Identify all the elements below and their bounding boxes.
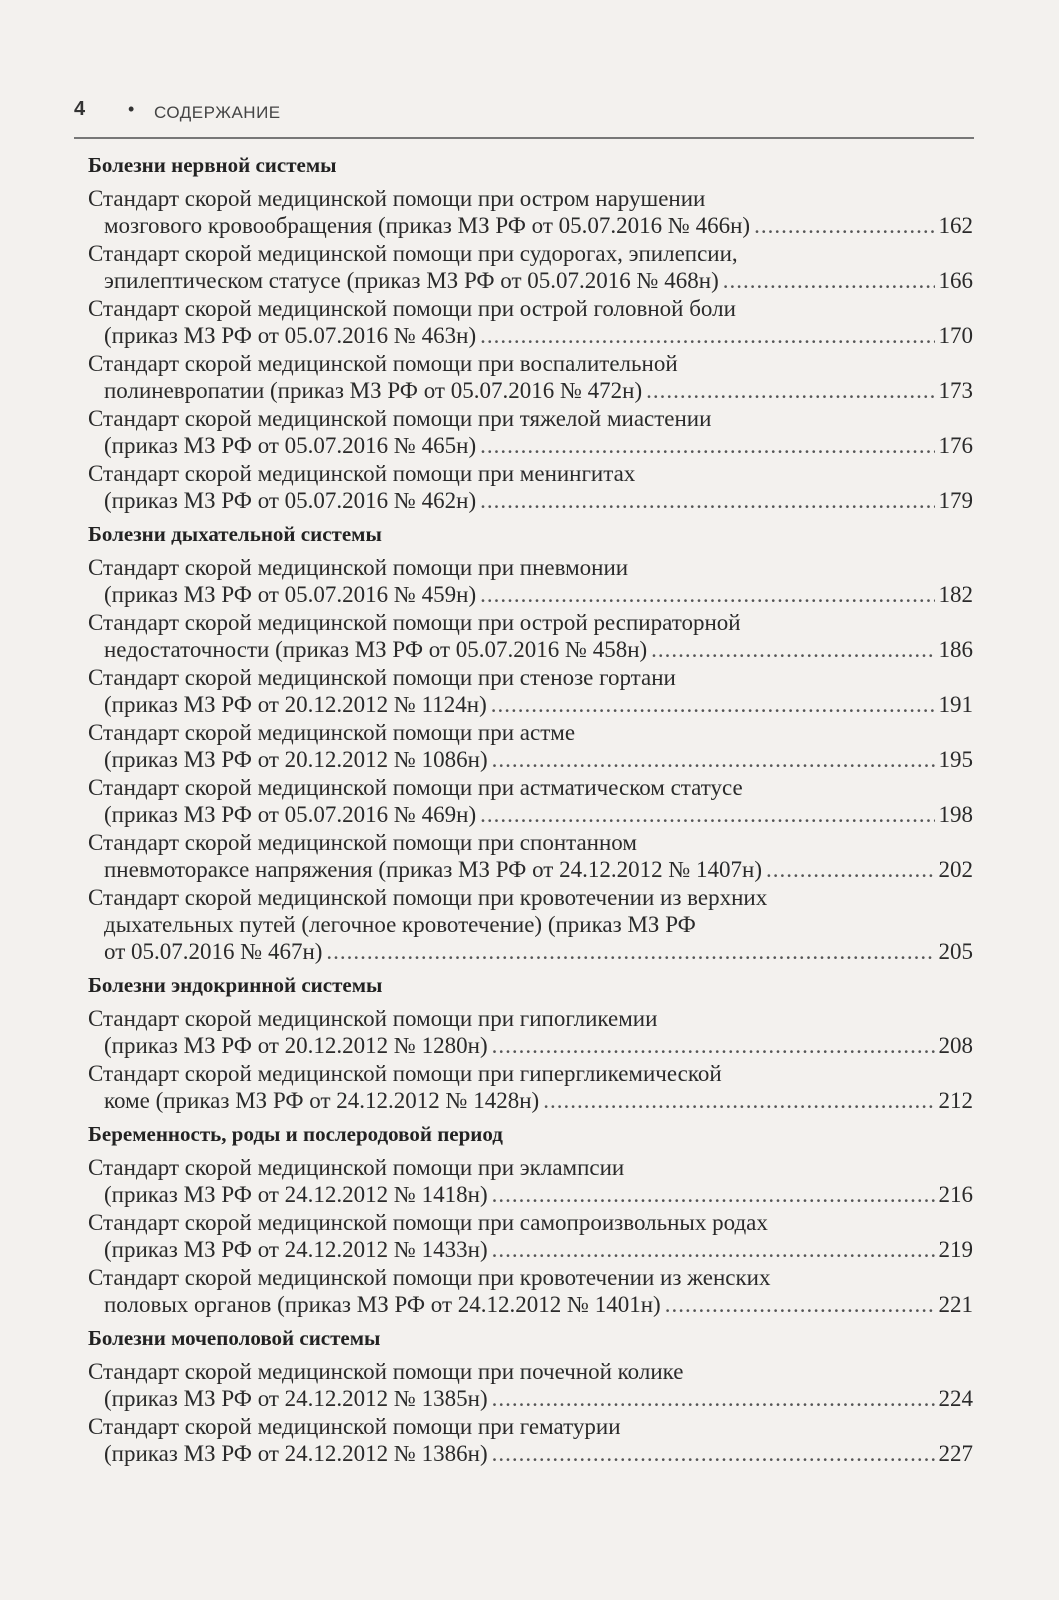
toc-entry-line: (приказ МЗ РФ от 20.12.2012 № 1124н) bbox=[104, 692, 487, 717]
header-bullet: • bbox=[128, 99, 135, 119]
toc-page-number: 179 bbox=[938, 488, 973, 513]
toc-page-number: 182 bbox=[938, 582, 973, 607]
toc-entry[interactable] bbox=[88, 1413, 973, 1467]
toc-entry-line: от 05.07.2016 № 467н) bbox=[104, 939, 323, 964]
toc-page-number: 170 bbox=[938, 323, 973, 348]
toc-entry-line: Стандарт скорой медицинской помощи при острой головной боли bbox=[88, 296, 736, 321]
dot-leader bbox=[492, 1032, 935, 1059]
toc-entry-last-line bbox=[88, 691, 973, 718]
toc-entry-last-line bbox=[88, 746, 973, 773]
toc-entry-line: (приказ МЗ РФ от 24.12.2012 № 1418н) bbox=[104, 1182, 488, 1207]
dot-leader bbox=[491, 691, 935, 718]
toc-entry-line: дыхательных путей (легочное кровотечение) (приказ МЗ РФ bbox=[104, 912, 696, 937]
toc-entry-line: Стандарт скорой медицинской помощи при почечной колике bbox=[88, 1359, 684, 1384]
toc-entry[interactable] bbox=[88, 554, 973, 608]
dot-leader bbox=[646, 377, 934, 404]
toc-entry-line: полиневропатии (приказ МЗ РФ от 05.07.2016 № 472н) bbox=[104, 378, 643, 403]
dot-leader bbox=[651, 636, 934, 663]
toc-page-number: 202 bbox=[938, 857, 973, 882]
toc-section-heading: Беременность, роды и послеродовой период bbox=[88, 1122, 503, 1146]
toc-section-heading: Болезни эндокринной системы bbox=[88, 973, 383, 997]
dot-leader bbox=[492, 1181, 935, 1208]
toc-page-number: 205 bbox=[938, 939, 973, 964]
toc-entry-last-line bbox=[88, 1181, 973, 1208]
toc-entry-last-line bbox=[88, 377, 973, 404]
toc-entry-last-line bbox=[88, 1440, 973, 1467]
toc-page-number: 191 bbox=[938, 692, 973, 717]
toc-entry-line: Стандарт скорой медицинской помощи при воспалительной bbox=[88, 351, 678, 376]
page-number: 4 bbox=[74, 98, 86, 120]
toc-page-number: 219 bbox=[938, 1237, 973, 1262]
toc-entry-line: пневмотораксе напряжения (приказ МЗ РФ от 24.12.2012 № 1407н) bbox=[104, 857, 762, 882]
toc-entry-line: (приказ МЗ РФ от 20.12.2012 № 1280н) bbox=[104, 1033, 488, 1058]
dot-leader bbox=[723, 267, 935, 294]
toc-page-number: 186 bbox=[938, 637, 973, 662]
toc-section-heading: Болезни нервной системы bbox=[88, 153, 337, 177]
toc-entry-line: Стандарт скорой медицинской помощи при судорогах, эпилепсии, bbox=[88, 241, 738, 266]
toc-entry-line: Стандарт скорой медицинской помощи при острой респираторной bbox=[88, 610, 741, 635]
toc-entry-line: Стандарт скорой медицинской помощи при пневмонии bbox=[88, 555, 629, 580]
toc-entry[interactable] bbox=[88, 774, 973, 828]
toc-entry[interactable] bbox=[88, 405, 973, 459]
toc-entry-last-line bbox=[88, 212, 973, 239]
toc-entry[interactable] bbox=[88, 609, 973, 663]
toc-page-number: 162 bbox=[938, 213, 973, 238]
toc-entry-line: мозгового кровообращения (приказ МЗ РФ от 05.07.2016 № 466н) bbox=[104, 213, 751, 238]
toc-section-heading: Болезни дыхательной системы bbox=[88, 522, 382, 546]
toc-page-number: 224 bbox=[938, 1386, 973, 1411]
toc-entry-line: Стандарт скорой медицинской помощи при кровотечении из верхних bbox=[88, 885, 768, 910]
toc-entry-line: Стандарт скорой медицинской помощи при астме bbox=[88, 720, 576, 745]
toc-entry-last-line bbox=[88, 1236, 973, 1263]
toc-entry-line: Стандарт скорой медицинской помощи при эклампсии bbox=[88, 1155, 625, 1180]
toc-entry[interactable] bbox=[88, 664, 973, 718]
toc-entry[interactable] bbox=[88, 1209, 973, 1263]
toc-entry-last-line bbox=[88, 487, 973, 514]
toc-entry-last-line bbox=[88, 801, 973, 828]
toc-entry[interactable] bbox=[88, 1358, 973, 1412]
toc-entry[interactable] bbox=[88, 1060, 973, 1114]
toc-entry-line: (приказ МЗ РФ от 05.07.2016 № 469н) bbox=[104, 802, 477, 827]
toc-entry-line: (приказ МЗ РФ от 20.12.2012 № 1086н) bbox=[104, 747, 488, 772]
dot-leader bbox=[326, 938, 934, 965]
dot-leader bbox=[492, 746, 935, 773]
toc-entry-line: недостаточности (приказ МЗ РФ от 05.07.2016 № 458н) bbox=[104, 637, 648, 662]
toc-entry-line: Стандарт скорой медицинской помощи при тяжелой миастении bbox=[88, 406, 712, 431]
toc-entry[interactable] bbox=[88, 829, 973, 883]
toc-entry-line: Стандарт скорой медицинской помощи при менингитах bbox=[88, 461, 636, 486]
toc-page-number: 195 bbox=[938, 747, 973, 772]
toc-entry[interactable] bbox=[88, 719, 973, 773]
toc-page-number: 221 bbox=[938, 1292, 973, 1317]
dot-leader bbox=[492, 1385, 935, 1412]
toc-entry-line: Стандарт скорой медицинской помощи при кровотечении из женских bbox=[88, 1265, 771, 1290]
toc-entry[interactable] bbox=[88, 295, 973, 349]
dot-leader bbox=[480, 581, 934, 608]
dot-leader bbox=[480, 322, 934, 349]
toc-entry[interactable] bbox=[88, 1264, 973, 1318]
dot-leader bbox=[766, 856, 935, 883]
toc-entry[interactable] bbox=[88, 185, 973, 239]
toc-entry-line: Стандарт скорой медицинской помощи при гематурии bbox=[88, 1414, 621, 1439]
toc-page-number: 216 bbox=[938, 1182, 973, 1207]
toc-page-number: 212 bbox=[938, 1088, 973, 1113]
toc-entry-line: эпилептическом статусе (приказ МЗ РФ от 05.07.2016 № 468н) bbox=[104, 268, 719, 293]
toc-entry-line: (приказ МЗ РФ от 24.12.2012 № 1433н) bbox=[104, 1237, 488, 1262]
toc-page-number: 208 bbox=[938, 1033, 973, 1058]
table-of-contents bbox=[88, 152, 973, 1468]
toc-entry-last-line bbox=[88, 856, 973, 883]
toc-entry[interactable] bbox=[88, 460, 973, 514]
toc-page-number: 173 bbox=[938, 378, 973, 403]
header-rule bbox=[74, 137, 974, 139]
dot-leader bbox=[480, 487, 934, 514]
toc-entry-line: Стандарт скорой медицинской помощи при стенозе гортани bbox=[88, 665, 676, 690]
toc-entry[interactable] bbox=[88, 1154, 973, 1208]
toc-entry-last-line bbox=[88, 322, 973, 349]
toc-section-heading: Болезни мочеполовой системы bbox=[88, 1326, 381, 1350]
toc-entry-line: Стандарт скорой медицинской помощи при гипогликемии bbox=[88, 1006, 658, 1031]
toc-entry-line: Стандарт скорой медицинской помощи при самопроизвольных родах bbox=[88, 1210, 768, 1235]
dot-leader bbox=[492, 1236, 935, 1263]
toc-entry-line: (приказ МЗ РФ от 05.07.2016 № 465н) bbox=[104, 433, 477, 458]
toc-entry[interactable] bbox=[88, 1005, 973, 1059]
toc-entry-line: Стандарт скорой медицинской помощи при астматическом статусе bbox=[88, 775, 743, 800]
toc-entry[interactable] bbox=[88, 240, 973, 294]
toc-entry-last-line bbox=[88, 432, 973, 459]
running-head-title: СОДЕРЖАНИЕ bbox=[154, 103, 281, 122]
page-header bbox=[74, 98, 974, 132]
toc-entry-line: коме (приказ МЗ РФ от 24.12.2012 № 1428н) bbox=[104, 1088, 540, 1113]
toc-entry[interactable] bbox=[88, 884, 973, 965]
toc-entry-line: (приказ МЗ РФ от 05.07.2016 № 463н) bbox=[104, 323, 477, 348]
toc-entry-line: (приказ МЗ РФ от 24.12.2012 № 1385н) bbox=[104, 1386, 488, 1411]
toc-entry-line: (приказ МЗ РФ от 05.07.2016 № 459н) bbox=[104, 582, 477, 607]
toc-page-number: 227 bbox=[938, 1441, 973, 1466]
dot-leader bbox=[492, 1440, 935, 1467]
toc-page-number: 166 bbox=[938, 268, 973, 293]
toc-entry-last-line bbox=[88, 1032, 973, 1059]
dot-leader bbox=[480, 432, 934, 459]
toc-entry-line: (приказ МЗ РФ от 24.12.2012 № 1386н) bbox=[104, 1441, 488, 1466]
toc-entry-last-line bbox=[88, 1291, 973, 1318]
toc-entry-last-line bbox=[88, 267, 973, 294]
dot-leader bbox=[754, 212, 934, 239]
toc-entry-last-line bbox=[88, 581, 973, 608]
toc-page-number: 198 bbox=[938, 802, 973, 827]
toc-entry-last-line bbox=[88, 1385, 973, 1412]
toc-entry-line: (приказ МЗ РФ от 05.07.2016 № 462н) bbox=[104, 488, 477, 513]
toc-entry-line: Стандарт скорой медицинской помощи при гипергликемической bbox=[88, 1061, 722, 1086]
toc-entry-last-line bbox=[88, 938, 973, 965]
dot-leader bbox=[543, 1087, 934, 1114]
toc-entry-line: Стандарт скорой медицинской помощи при спонтанном bbox=[88, 830, 637, 855]
toc-page-number: 176 bbox=[938, 433, 973, 458]
dot-leader bbox=[480, 801, 934, 828]
toc-entry-last-line bbox=[88, 636, 973, 663]
toc-entry-last-line bbox=[88, 1087, 973, 1114]
toc-entry-line: половых органов (приказ МЗ РФ от 24.12.2012 № 1401н) bbox=[104, 1292, 661, 1317]
toc-entry[interactable] bbox=[88, 350, 973, 404]
toc-entry-line: Стандарт скорой медицинской помощи при остром нарушении bbox=[88, 186, 706, 211]
dot-leader bbox=[665, 1291, 935, 1318]
